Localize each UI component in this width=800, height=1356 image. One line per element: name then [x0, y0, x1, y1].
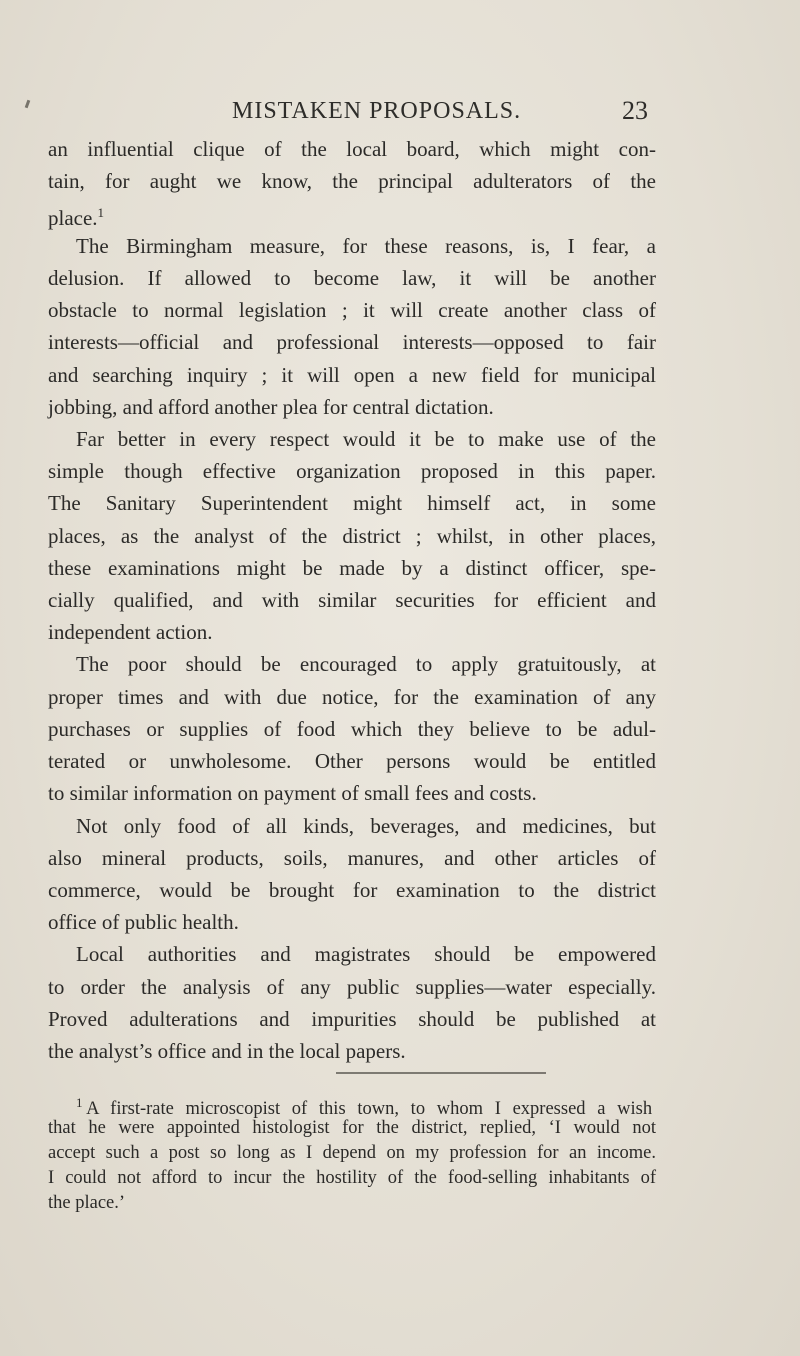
text-line: The Sanitary Superintendent might himself act, in some: [48, 491, 656, 516]
footnote-line: the place.’: [48, 1193, 126, 1213]
text-line: these examinations might be made by a distinct officer, spe-: [48, 555, 656, 580]
paragraph-start-line: Far better in every respect would it be to make use of the: [76, 426, 656, 451]
paragraph-start-line: Not only food of all kinds, beverages, and medicines, but: [76, 813, 656, 838]
paragraph-start-line: The poor should be encouraged to apply gratuitously, at: [76, 652, 656, 677]
text-line: delusion. If allowed to become law, it will be another: [48, 265, 656, 290]
text-line: jobbing, and afford another plea for central dictation.: [48, 394, 494, 419]
text-line: purchases or supplies of food which they believe to be adul-: [48, 716, 656, 741]
text-line: place.$^1$: [48, 205, 105, 231]
text-line: simple though effective organization proposed in this paper.: [48, 459, 656, 484]
footnote-line: accept such a post so long as I depend on my profession for an income.: [48, 1143, 656, 1163]
text-line: an influential clique of the local board, which might con-: [48, 137, 656, 161]
footnote-rule: [336, 1072, 546, 1074]
text-line: cially qualified, and with similar securities for efficient and: [48, 588, 656, 612]
text-line: office of public health.: [48, 910, 239, 935]
text-line: proper times and with due notice, for the examination of any: [48, 684, 656, 709]
text-line: the analyst’s office and in the local papers.: [48, 1039, 406, 1063]
paragraph-start-line: The Birmingham measure, for these reasons, is, I fear, a: [76, 233, 656, 258]
footnote-line: $^1$ A first-rate microscopist of this town, to whom I expressed a wish: [76, 1095, 653, 1120]
text-line: places, as the analyst of the district ; whilst, in other places,: [48, 523, 656, 548]
footnote-ref: 1: [97, 205, 105, 221]
page-number: 23: [622, 96, 648, 125]
text-line: also mineral products, soils, manures, and other articles of: [48, 845, 656, 870]
text-line: interests—official and professional interests—opposed to fair: [48, 330, 656, 355]
text-line: obstacle to normal legislation ; it will create another class of: [48, 298, 656, 323]
text-line: terated or unwholesome. Other persons would be entitled: [48, 749, 656, 774]
paragraph-start-line: Local authorities and magistrates should be empowered: [76, 942, 656, 967]
text-line: to order the analysis of any public supplies—water especially.: [48, 974, 656, 999]
running-title: MISTAKEN PROPOSALS.: [232, 98, 522, 124]
text-line: tain, for aught we know, the principal adulterators of the: [48, 169, 656, 194]
text-line: independent action.: [48, 620, 213, 645]
text-line: and searching inquiry ; it will open a new field for municipal: [48, 362, 656, 387]
text-line: commerce, would be brought for examination to the district: [48, 877, 656, 902]
footnote-marker: 1: [76, 1095, 83, 1110]
footnote-line: that he were appointed histologist for the district, replied, ‘I would not: [48, 1118, 656, 1138]
text-line: Proved adulterations and impurities should be published at: [48, 1006, 656, 1031]
footnote-line: I could not afford to incur the hostility of the food-selling inhabitants of: [48, 1168, 656, 1188]
running-head: [0, 98, 800, 138]
text-line: to similar information on payment of small fees and costs.: [48, 781, 537, 806]
